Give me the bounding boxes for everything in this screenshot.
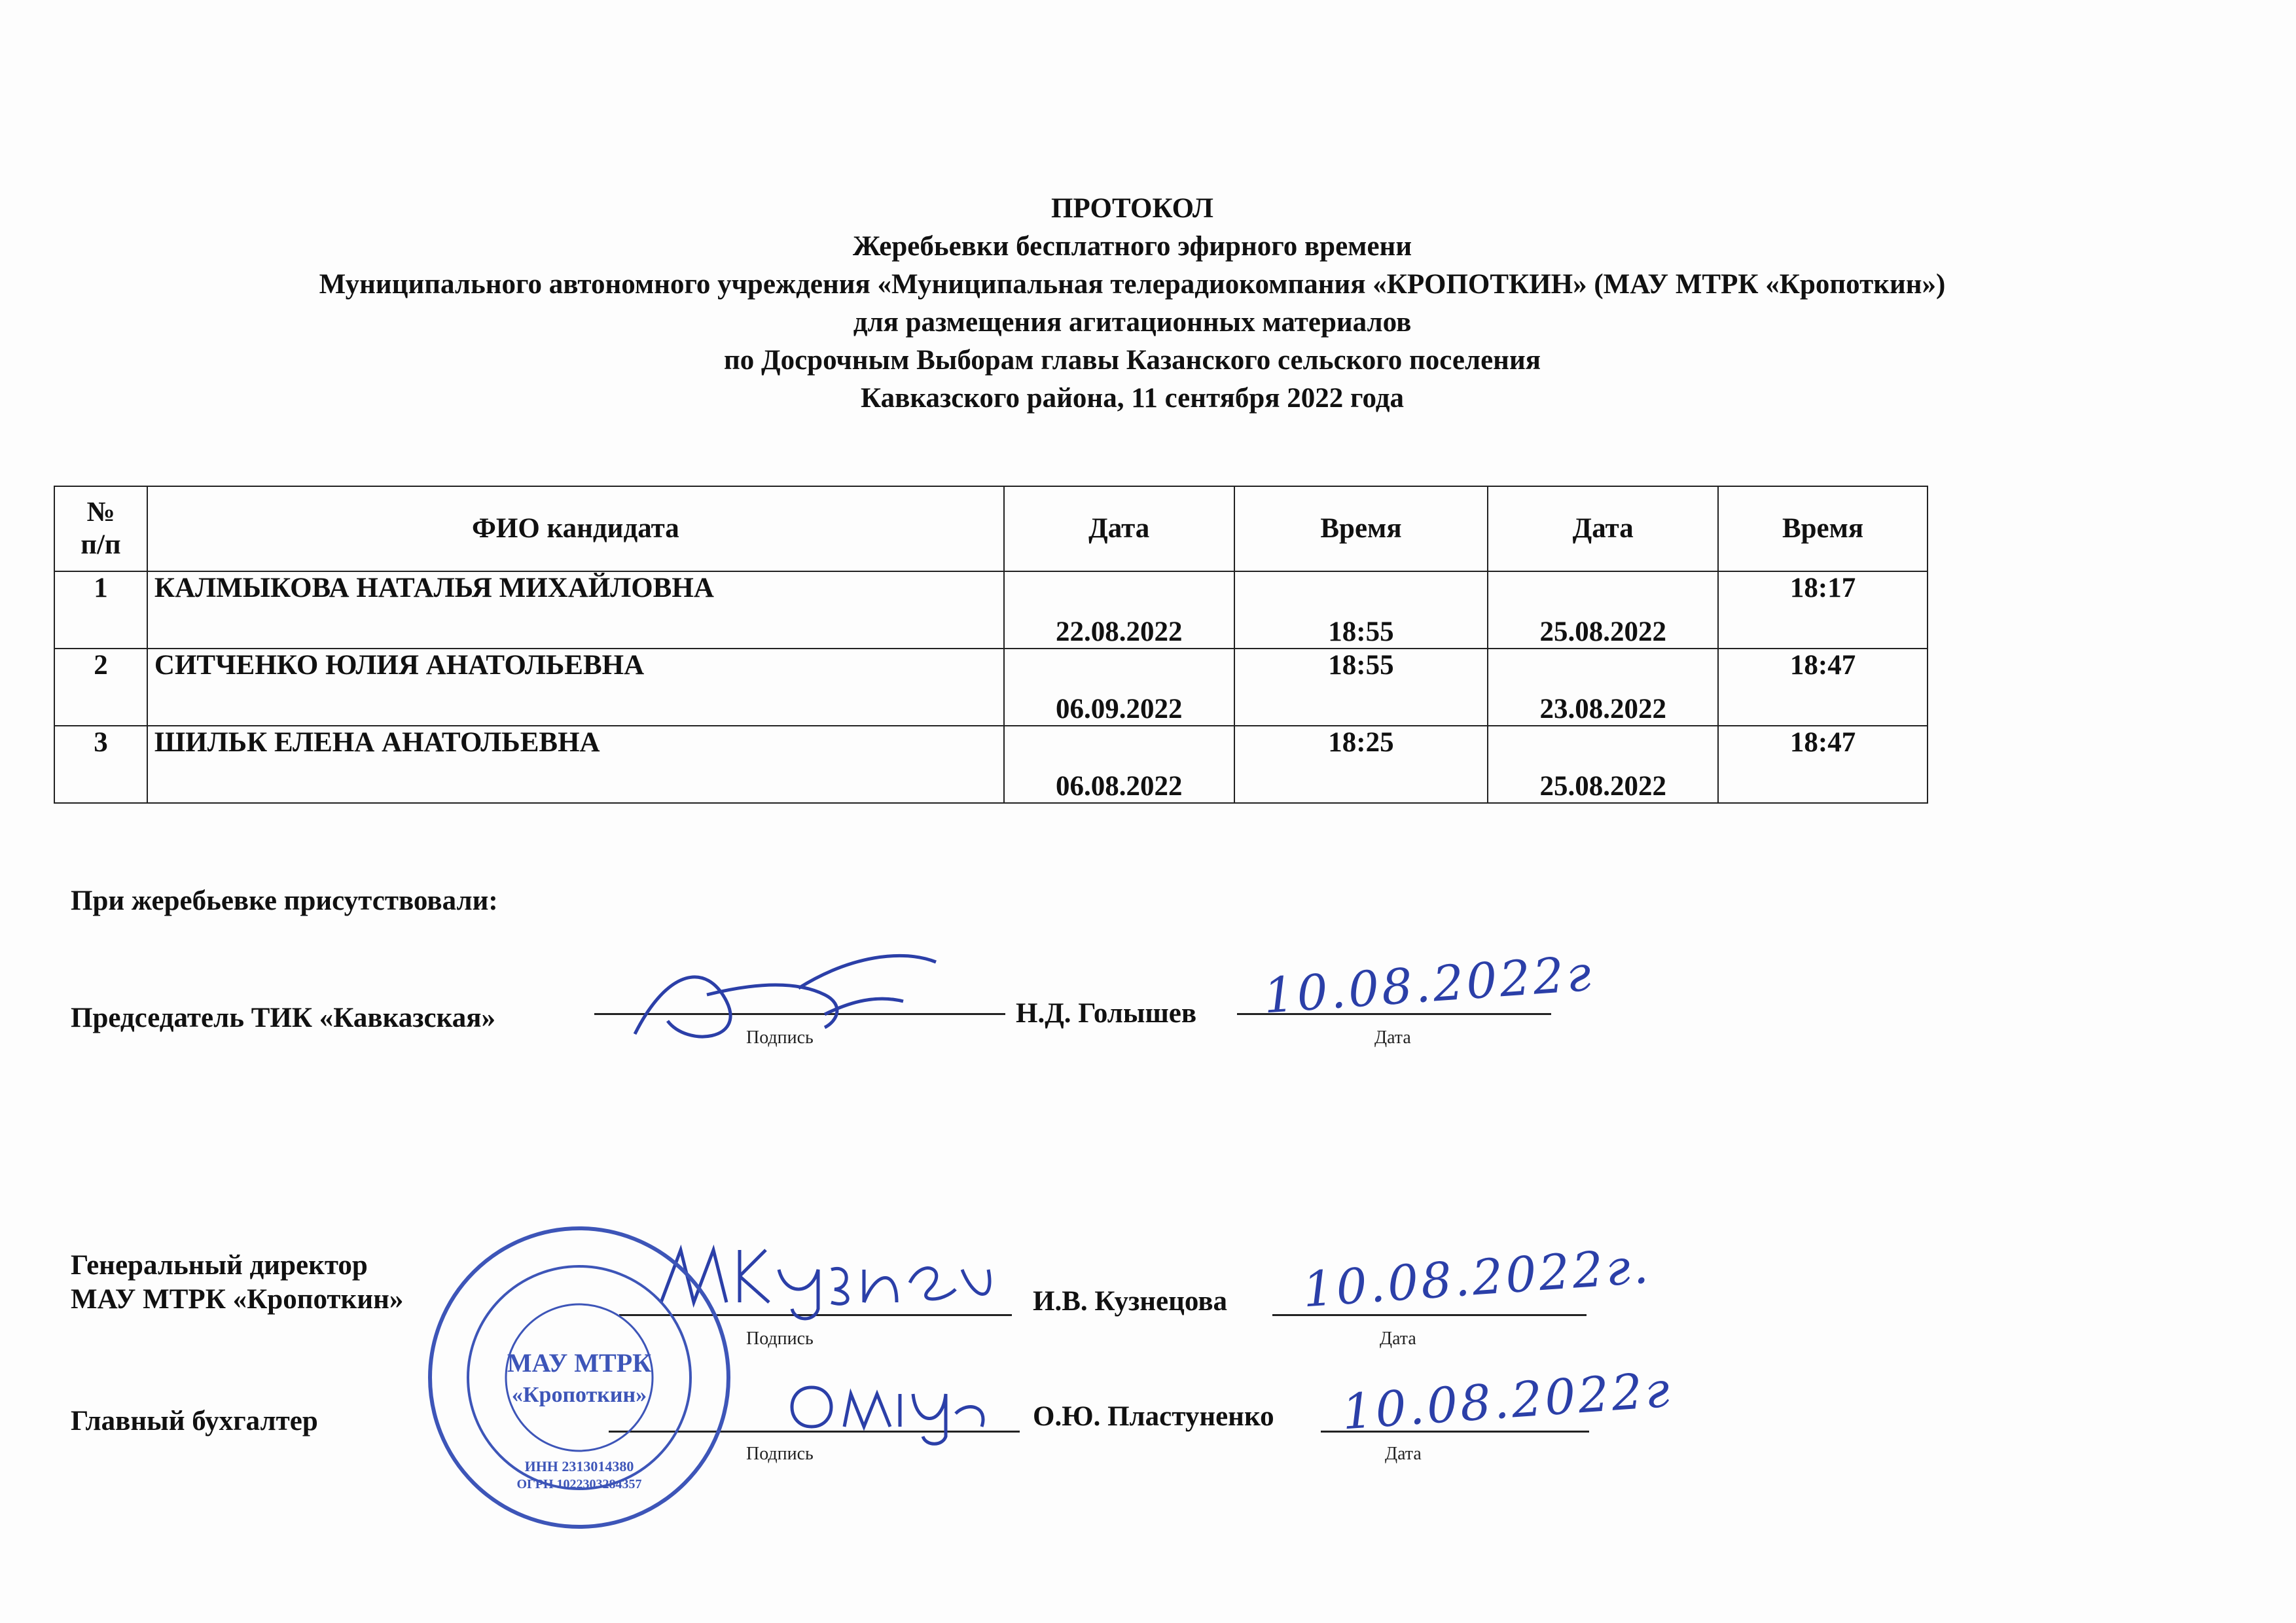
cell-time1: 18:55	[1234, 649, 1488, 726]
cell-date2: 23.08.2022	[1488, 649, 1718, 726]
signatory-2-role	[71, 1249, 403, 1317]
signatory-1-date-caption: Дата	[1374, 1027, 1411, 1048]
cell-date1: 22.08.2022	[1004, 571, 1234, 649]
table-row	[54, 726, 1928, 803]
cell-candidate: ШИЛЬК ЕЛЕНА АНАТОЛЬЕВНА	[147, 726, 1004, 803]
stamp-ogrn: ОГРН 1022303284357	[516, 1477, 642, 1491]
signatory-3-signature-icon	[785, 1374, 995, 1446]
signatory-3-name: О.Ю. Пластуненко	[1033, 1401, 1274, 1432]
signatory-2-sign-caption: Подпись	[746, 1329, 814, 1349]
signatory-1-sign-caption: Подпись	[746, 1027, 814, 1048]
stamp-inn: ИНН 2313014380	[524, 1458, 634, 1474]
signatory-2-handwritten-date: 10.08.2022г.	[1300, 1238, 1653, 1319]
doc-subtitle-5: Кавказского района, 11 сентября 2022 года	[860, 383, 1405, 414]
col-header-date2: Дата	[1488, 486, 1718, 571]
doc-title: ПРОТОКОЛ	[1051, 193, 1213, 224]
signatory-3-date-caption: Дата	[1385, 1444, 1422, 1464]
cell-candidate: СИТЧЕНКО ЮЛИЯ АНАТОЛЬЕВНА	[147, 649, 1004, 726]
official-stamp-icon	[425, 1224, 733, 1531]
signatory-2-name: И.В. Кузнецова	[1033, 1286, 1228, 1317]
cell-date1: 06.08.2022	[1004, 726, 1234, 803]
doc-subtitle-3: для размещения агитационных материалов	[853, 307, 1412, 338]
signatory-3-sign-caption: Подпись	[746, 1444, 814, 1464]
cell-candidate: КАЛМЫКОВА НАТАЛЬЯ МИХАЙЛОВНА	[147, 571, 1004, 649]
document-header	[0, 190, 2265, 418]
signatory-2-role-line1: Генеральный директор	[71, 1250, 368, 1281]
signatory-1-name: Н.Д. Голышев	[1016, 998, 1197, 1029]
cell-date2: 25.08.2022	[1488, 571, 1718, 649]
attendees-label: При жеребьевке присутствовали:	[71, 885, 498, 916]
doc-subtitle-2: Муниципального автономного учреждения «Муниципальная телерадиокомпания «КРОПОТКИН» (МАУ МТРК «Кропоткин»)	[319, 269, 1946, 300]
col-header-num-line1: №	[86, 497, 115, 527]
cell-time2: 18:47	[1718, 726, 1928, 803]
table-header-row	[54, 486, 1928, 571]
col-header-num	[54, 486, 147, 571]
cell-date1: 06.09.2022	[1004, 649, 1234, 726]
signatory-1-role: Председатель ТИК «Кавказская»	[71, 1003, 495, 1033]
cell-time1: 18:55	[1234, 571, 1488, 649]
cell-date2: 25.08.2022	[1488, 726, 1718, 803]
col-header-time2: Время	[1718, 486, 1928, 571]
col-header-num-line2: п/п	[81, 529, 121, 560]
signatory-2-date-caption: Дата	[1380, 1329, 1416, 1349]
stamp-center-line2: «Кропоткин»	[511, 1383, 647, 1407]
col-header-date1: Дата	[1004, 486, 1234, 571]
signatory-2-role-line2: МАУ МТРК «Кропоткин»	[71, 1284, 404, 1315]
stamp-center-line1: МАУ МТРК	[507, 1348, 652, 1378]
doc-subtitle-4: по Досрочным Выборам главы Казанского сельского поселения	[723, 345, 1541, 376]
cell-time1: 18:25	[1234, 726, 1488, 803]
col-header-time1: Время	[1234, 486, 1488, 571]
cell-time2: 18:47	[1718, 649, 1928, 726]
cell-num: 3	[54, 726, 147, 803]
cell-time2: 18:17	[1718, 571, 1928, 649]
signatory-1-handwritten-date: 10.08.2022г	[1261, 945, 1596, 1025]
signatory-3-role: Главный бухгалтер	[71, 1406, 318, 1436]
cell-num: 2	[54, 649, 147, 726]
table-row	[54, 571, 1928, 649]
col-header-name: ФИО кандидата	[147, 486, 1004, 571]
cell-num: 1	[54, 571, 147, 649]
table-row	[54, 649, 1928, 726]
signatory-3-handwritten-date: 10.08.2022г	[1340, 1361, 1674, 1441]
airtime-draw-table	[54, 486, 1928, 804]
doc-subtitle-1: Жеребьевки бесплатного эфирного времени	[852, 231, 1412, 262]
